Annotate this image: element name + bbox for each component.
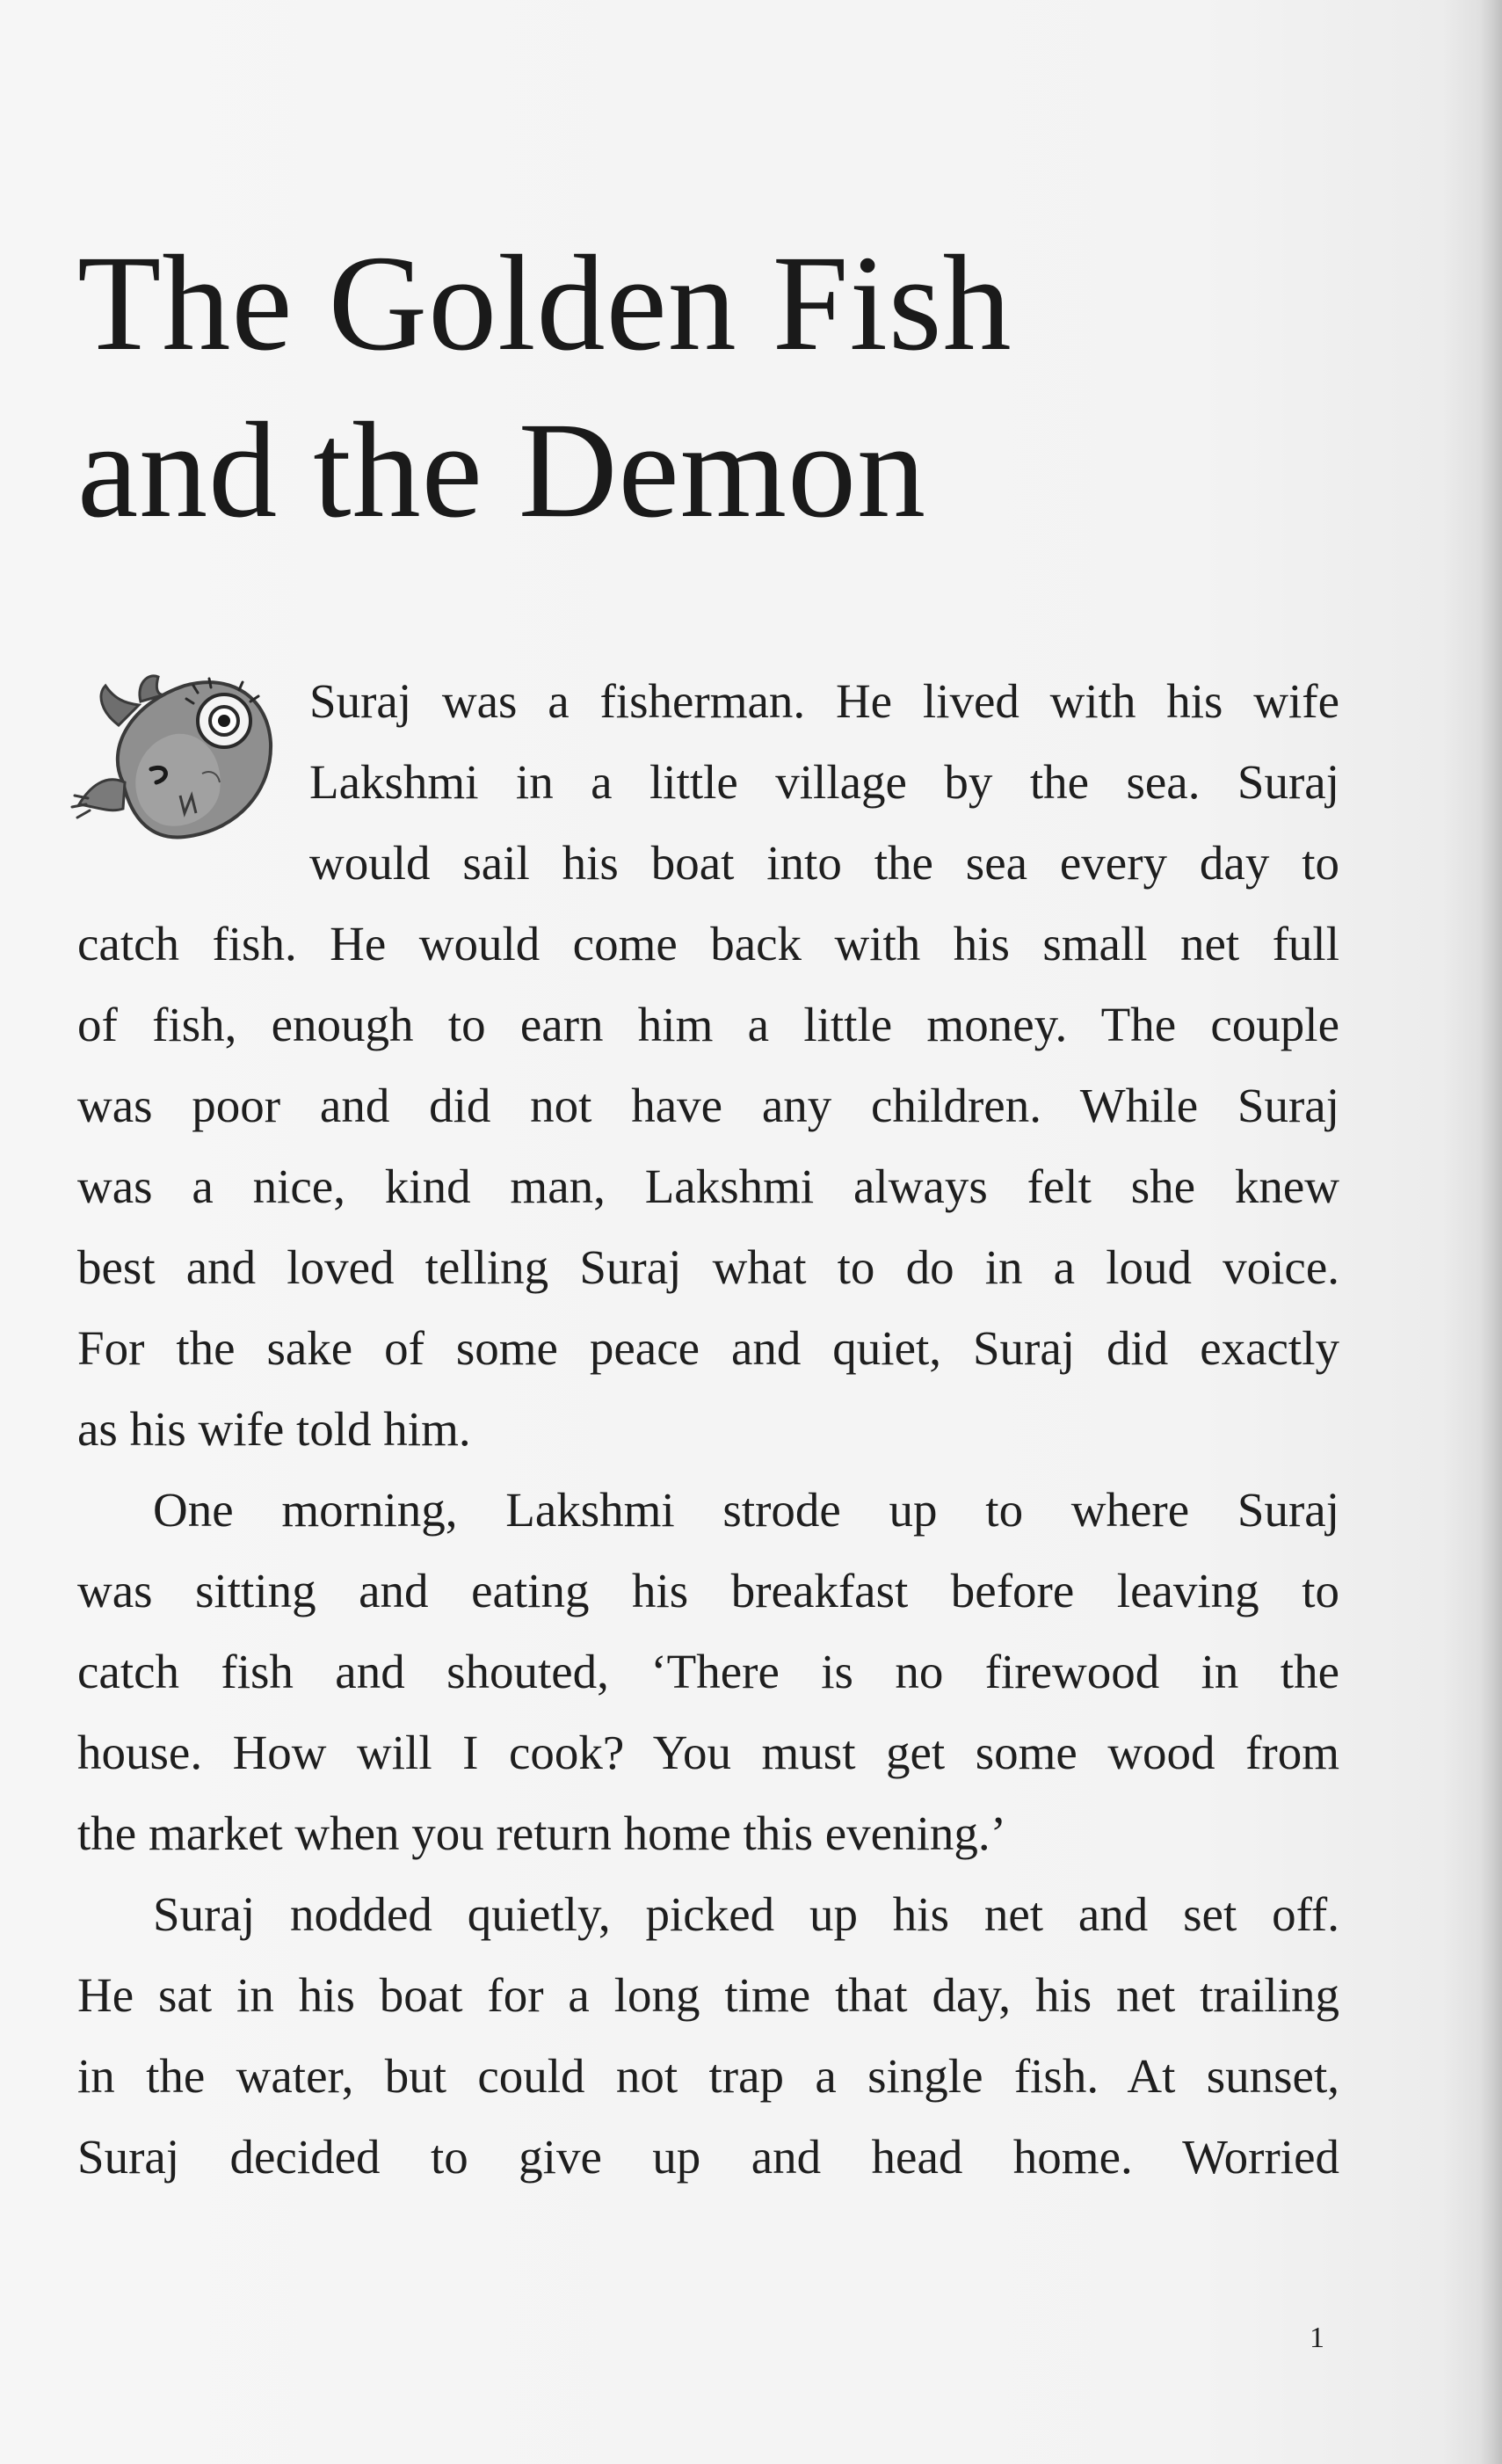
text-line: Suraj was a fisherman. He lived with his wife	[309, 674, 1339, 728]
text-line: was poor and did not have any children. While Suraj	[77, 1079, 1339, 1132]
text-line: in the water, but could not trap a single fish. At sunset,	[77, 2049, 1339, 2103]
text-line: Suraj nodded quietly, picked up his net and set off.	[153, 1887, 1339, 1941]
text-line: For the sake of some peace and quiet, Suraj did exactly	[77, 1321, 1339, 1375]
chapter-title-line-2: and the Demon	[77, 394, 927, 546]
text-line: best and loved telling Suraj what to do in a loud voice.	[77, 1240, 1339, 1294]
text-line: would sail his boat into the sea every day to	[309, 836, 1339, 890]
page-number: 1	[1310, 2322, 1324, 2354]
text-line: catch fish. He would come back with his small net full	[77, 917, 1339, 970]
text-line: Suraj decided to give up and head home. Worried	[77, 2130, 1339, 2184]
chapter-title	[77, 220, 1308, 554]
chapter-title-line-1: The Golden Fish	[77, 227, 1012, 379]
fish-illustration-icon	[70, 651, 281, 853]
text-line: Lakshmi in a little village by the sea. Suraj	[309, 755, 1339, 809]
text-line: house. How will I cook? You must get some wood from	[77, 1726, 1339, 1779]
text-line: was sitting and eating his breakfast before leaving to	[77, 1564, 1339, 1617]
text-line: was a nice, kind man, Lakshmi always felt she knew	[77, 1159, 1339, 1213]
text-line: the market when you return home this evening.’	[77, 1806, 1006, 1860]
text-line: He sat in his boat for a long time that day, his net trailing	[77, 1968, 1339, 2022]
text-line: as his wife told him.	[77, 1402, 471, 1456]
text-line: One morning, Lakshmi strode up to where Suraj	[153, 1483, 1339, 1537]
text-line: catch fish and shouted, ‘There is no firewood in the	[77, 1645, 1339, 1698]
page-edge-shadow	[1479, 0, 1502, 2464]
text-line: of fish, enough to earn him a little money. The couple	[77, 998, 1339, 1051]
